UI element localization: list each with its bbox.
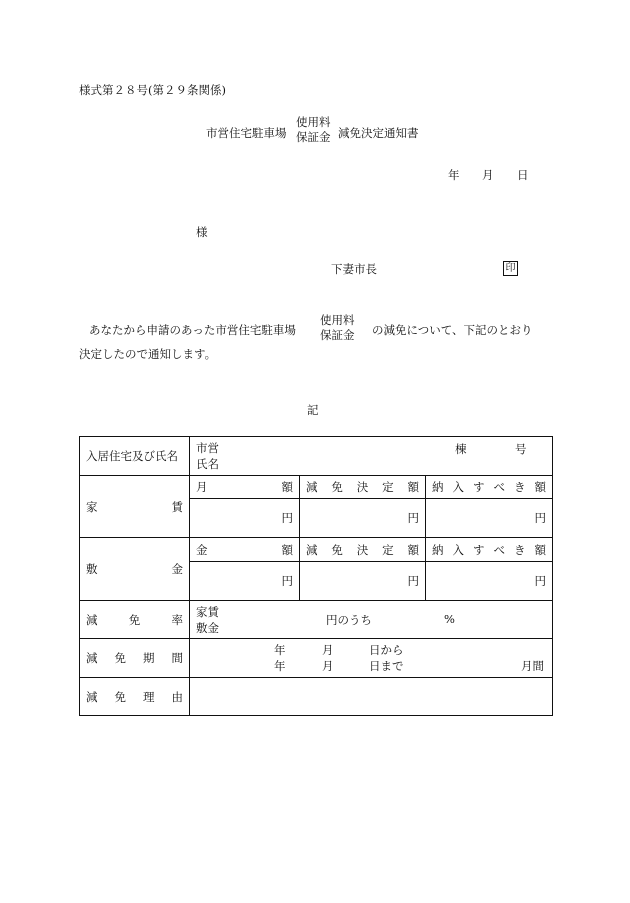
period-from-month: 月 — [322, 643, 334, 657]
title-suffix: 減免決定通知書 — [338, 126, 419, 140]
label-char: 期 — [143, 651, 155, 665]
residence-city-label: 市営 — [196, 441, 219, 455]
period-to-year: 年 — [274, 659, 286, 673]
row-reduction-rate — [80, 601, 553, 639]
label-reduction-period — [80, 639, 190, 678]
period-months: 月間 — [521, 659, 544, 673]
rate-of-label: 円のうち — [326, 613, 372, 627]
rent-payable-header — [426, 476, 553, 499]
body-text-part2: の減免について、下記のとおり — [372, 323, 533, 337]
label-deposit — [80, 538, 190, 601]
label-char: 額 — [534, 542, 546, 557]
residence-value-cell — [190, 437, 553, 476]
label-char: 入 — [452, 480, 464, 494]
label-char: 免 — [114, 689, 126, 704]
body-text-part1: あなたから申請のあった市営住宅駐車場 — [89, 323, 296, 337]
row-deposit-header — [80, 538, 553, 562]
label-char: 決 — [356, 542, 369, 557]
body-options — [320, 313, 355, 343]
row-reduction-period — [80, 639, 553, 678]
residence-name-label: 氏名 — [196, 457, 219, 471]
label-char: す — [473, 542, 485, 557]
label-char: 月 — [196, 480, 208, 494]
addressee-honorific: 様 — [196, 225, 208, 239]
label-residence-name: 入居住宅及び氏名 — [80, 437, 190, 476]
label-char: 金 — [171, 562, 183, 576]
deposit-reduction-amount[interactable] — [300, 562, 426, 601]
rent-monthly-amount[interactable] — [190, 499, 300, 538]
label-char: 決 — [356, 480, 369, 494]
row-rent-header — [80, 476, 553, 499]
label-char: 率 — [171, 612, 183, 627]
label-char: 免 — [114, 651, 126, 665]
label-char: 定 — [382, 480, 394, 494]
label-rent — [80, 476, 190, 538]
label-reduction-reason — [80, 678, 190, 716]
label-char: 減 — [86, 689, 98, 704]
label-char: 入 — [452, 542, 464, 557]
label-char: き — [514, 542, 526, 557]
ki-heading: 記 — [307, 403, 319, 417]
label-char: べ — [493, 542, 505, 557]
row-residence — [80, 437, 553, 476]
label-char: 家 — [86, 499, 98, 514]
label-char: べ — [493, 480, 505, 494]
label-char: 減 — [86, 651, 98, 665]
reduction-period-cell[interactable] — [190, 639, 553, 678]
rate-rent-label: 家賃 — [196, 604, 219, 619]
yen-unit: 円 — [407, 511, 419, 525]
label-char: 賃 — [171, 499, 183, 514]
date-year: 年 — [448, 168, 460, 182]
yen-unit: 円 — [407, 574, 419, 588]
deposit-amount[interactable] — [190, 562, 300, 601]
title-option-deposit: 保証金 — [296, 130, 331, 144]
rent-monthly-header — [190, 476, 300, 499]
label-char: 額 — [281, 542, 293, 557]
reduction-table — [79, 436, 553, 716]
label-char: 額 — [534, 480, 546, 494]
deposit-reduction-header — [300, 538, 426, 562]
building-label: 棟 — [455, 442, 467, 456]
label-char: 免 — [331, 542, 343, 557]
label-char: 免 — [331, 480, 343, 494]
period-from-day: 日から — [369, 643, 404, 657]
reduction-rate-cell[interactable] — [190, 601, 553, 639]
date-day: 日 — [517, 168, 529, 182]
label-char: 額 — [407, 542, 419, 557]
label-char: 間 — [171, 651, 183, 665]
label-char: 由 — [171, 689, 183, 704]
date-month: 月 — [482, 168, 494, 182]
label-reduction-rate — [80, 601, 190, 639]
rent-payable-amount[interactable] — [426, 499, 553, 538]
rent-reduction-header — [300, 476, 426, 499]
label-rent-chars — [86, 499, 183, 515]
label-char: す — [473, 480, 485, 494]
label-char: 敷 — [86, 562, 98, 576]
title-prefix: 市営住宅駐車場 — [206, 126, 287, 140]
title-option-usage-fee: 使用料 — [296, 115, 331, 129]
deposit-amount-header — [190, 538, 300, 562]
label-char: 額 — [407, 480, 419, 494]
reduction-reason-cell[interactable] — [190, 678, 553, 716]
deposit-payable-amount[interactable] — [426, 562, 553, 601]
seal-mark: 印 — [503, 261, 518, 276]
label-char: き — [514, 480, 526, 494]
label-char: 減 — [86, 612, 98, 627]
label-char: 減 — [306, 542, 318, 557]
row-reduction-reason — [80, 678, 553, 716]
period-to-day: 日まで — [369, 659, 404, 673]
rent-reduction-amount[interactable] — [300, 499, 426, 538]
yen-unit: 円 — [534, 574, 546, 588]
body-text-line2: 決定したので通知します。 — [79, 347, 217, 361]
label-char: 納 — [432, 542, 444, 557]
deposit-payable-header — [426, 538, 553, 562]
title-options — [296, 115, 331, 145]
label-char: 額 — [281, 480, 293, 494]
form-number: 様式第２８号(第２９条関係) — [79, 83, 226, 97]
percent-label: % — [444, 612, 455, 626]
yen-unit: 円 — [281, 574, 293, 588]
label-char: 減 — [306, 480, 318, 494]
period-to-month: 月 — [322, 659, 334, 673]
label-char: 免 — [128, 612, 141, 627]
yen-unit: 円 — [534, 511, 546, 525]
yen-unit: 円 — [281, 511, 293, 525]
label-char: 理 — [143, 689, 155, 704]
unit-number-label: 号 — [515, 442, 527, 456]
label-char: 金 — [196, 542, 208, 557]
label-char: 定 — [382, 542, 394, 557]
body-option-deposit: 保証金 — [320, 328, 355, 342]
body-option-usage-fee: 使用料 — [320, 313, 355, 327]
period-from-year: 年 — [274, 643, 286, 657]
rate-deposit-label: 敷金 — [196, 620, 219, 635]
issuer: 下妻市長 — [331, 262, 377, 276]
label-char: 納 — [432, 480, 444, 494]
